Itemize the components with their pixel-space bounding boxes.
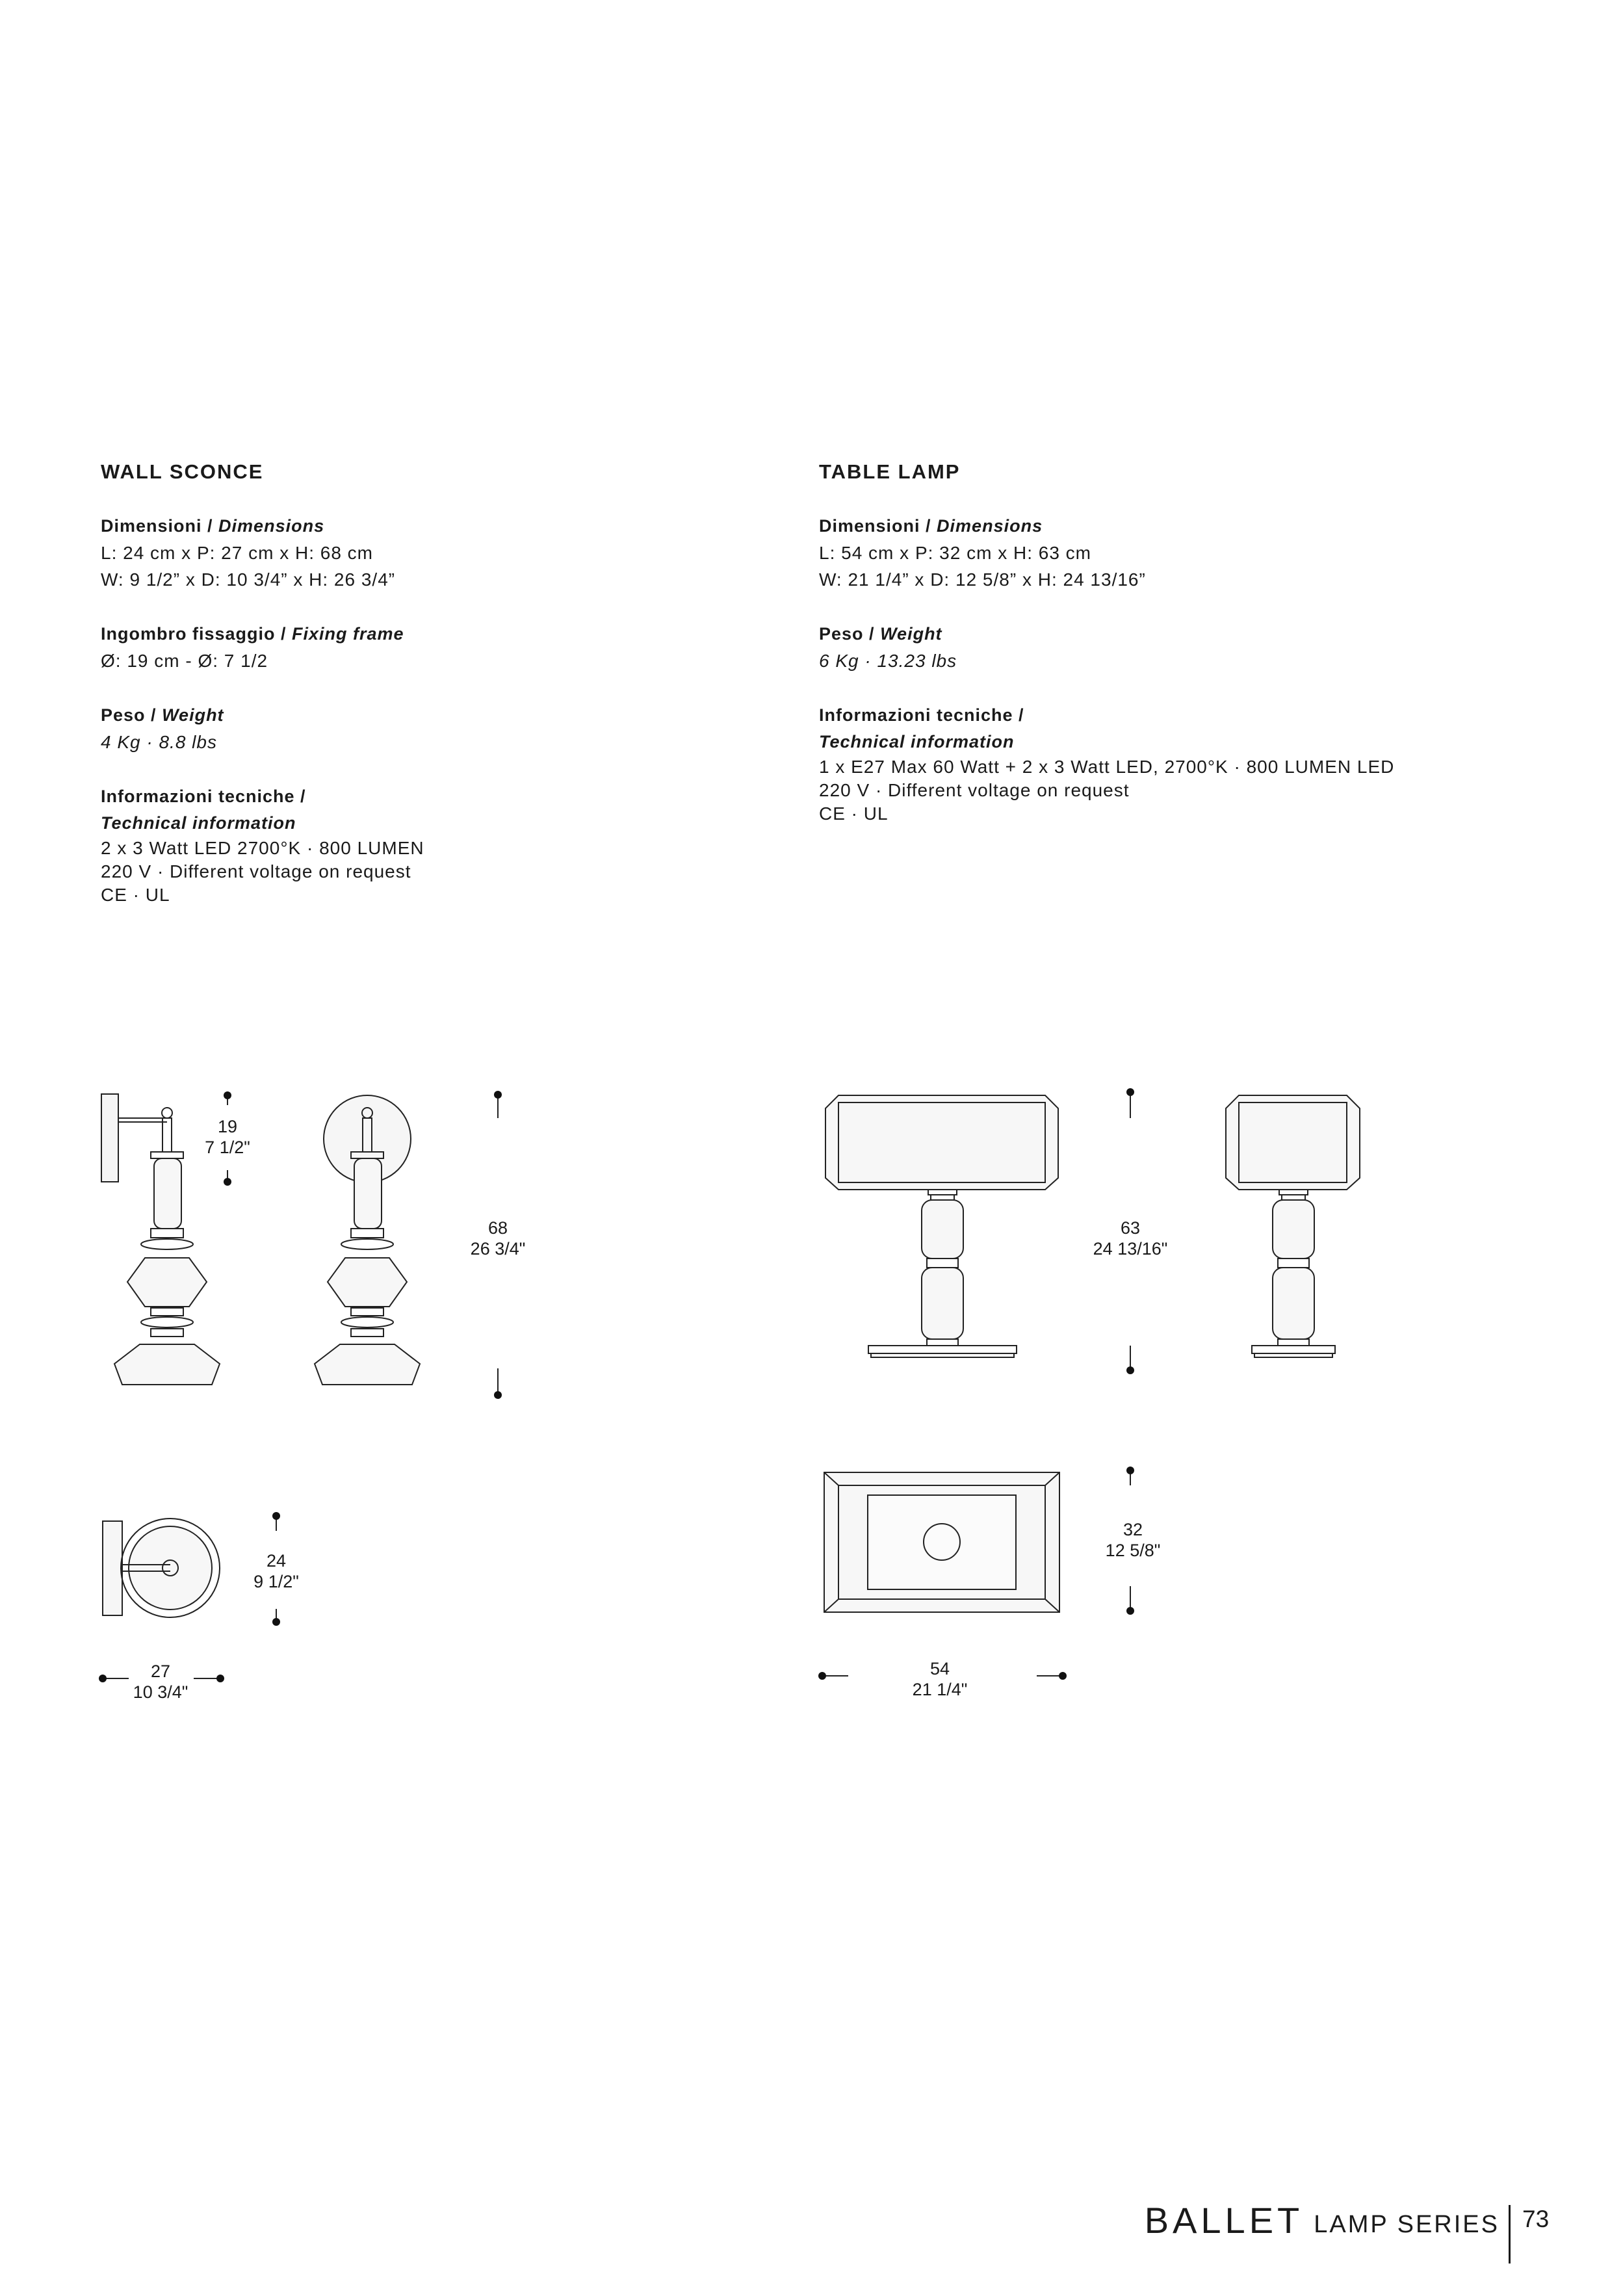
sconce-height-in: 26 3/4" [470, 1239, 526, 1259]
wall-sconce-front-view [315, 1095, 420, 1385]
sconce-frame-in: 7 1/2" [205, 1138, 250, 1157]
tech-label-en: Technical information [101, 813, 296, 833]
wall-sconce-side-view [101, 1094, 220, 1385]
footer-divider [1509, 2205, 1511, 2263]
sconce-width-in: 9 1/2" [253, 1572, 299, 1591]
tech-label-it: Informazioni tecniche / [819, 705, 1024, 725]
weight-value: 6 Kg · 13.23 lbs [819, 651, 957, 671]
page-number: 73 [1522, 2206, 1550, 2232]
wall-sconce-top-view [103, 1519, 220, 1617]
lamp-width-in: 21 1/4" [912, 1680, 968, 1699]
footer-brand [1145, 2200, 1500, 2239]
tech-label-en: Technical information [819, 732, 1015, 751]
dimensions-imperial: W: 9 1/2” x D: 10 3/4” x H: 26 3/4” [101, 569, 396, 590]
sconce-height-cm: 68 [487, 1218, 508, 1238]
dimensions-label: Dimensioni / Dimensions [101, 516, 325, 536]
brand-name: BALLET [1144, 2200, 1304, 2241]
wall-sconce-title: WALL SCONCE [101, 460, 264, 483]
lamp-depth-cm: 32 [1123, 1520, 1143, 1539]
sconce-width-cm: 24 [266, 1551, 287, 1571]
tech-line-1: 2 x 3 Watt LED 2700°K · 800 LUMEN [101, 838, 424, 858]
tech-line-3: CE · UL [101, 885, 170, 905]
dimensions-metric: L: 54 cm x P: 32 cm x H: 63 cm [819, 543, 1092, 563]
table-lamp-side-view [1226, 1095, 1360, 1357]
lamp-width-cm: 54 [929, 1659, 950, 1678]
dimensions-imperial: W: 21 1/4” x D: 12 5/8” x H: 24 13/16” [819, 569, 1146, 590]
table-lamp-front-view [825, 1095, 1058, 1357]
table-lamp-title: TABLE LAMP [819, 460, 961, 483]
lamp-height-in: 24 13/16" [1093, 1239, 1168, 1259]
lamp-height-cm: 63 [1120, 1218, 1141, 1238]
tech-line-2: 220 V · Different voltage on request [101, 861, 411, 881]
tech-label-it: Informazioni tecniche / [101, 787, 306, 806]
fixing-frame-value: Ø: 19 cm - Ø: 7 1/2 [101, 651, 268, 671]
sconce-depth-in: 10 3/4" [133, 1682, 188, 1702]
sconce-depth-cm: 27 [150, 1662, 171, 1681]
tech-line-3: CE · UL [819, 803, 889, 824]
sconce-frame-cm: 19 [217, 1117, 238, 1136]
weight-value: 4 Kg · 8.8 lbs [101, 732, 217, 752]
table-lamp-top-view [824, 1472, 1059, 1612]
tech-line-2: 220 V · Different voltage on request [819, 780, 1130, 800]
dimensions-label: Dimensioni / Dimensions [819, 516, 1043, 536]
fixing-frame-label: Ingombro fissaggio / Fixing frame [101, 624, 404, 644]
brand-series: LAMP SERIES [1314, 2211, 1500, 2238]
weight-label: Peso / Weight [819, 624, 942, 644]
lamp-depth-in: 12 5/8" [1105, 1541, 1161, 1560]
tech-line-1: 1 x E27 Max 60 Watt + 2 x 3 Watt LED, 2700°K · 800 LUMEN LED [819, 757, 1395, 777]
dimensions-metric: L: 24 cm x P: 27 cm x H: 68 cm [101, 543, 374, 563]
weight-label: Peso / Weight [101, 705, 224, 725]
